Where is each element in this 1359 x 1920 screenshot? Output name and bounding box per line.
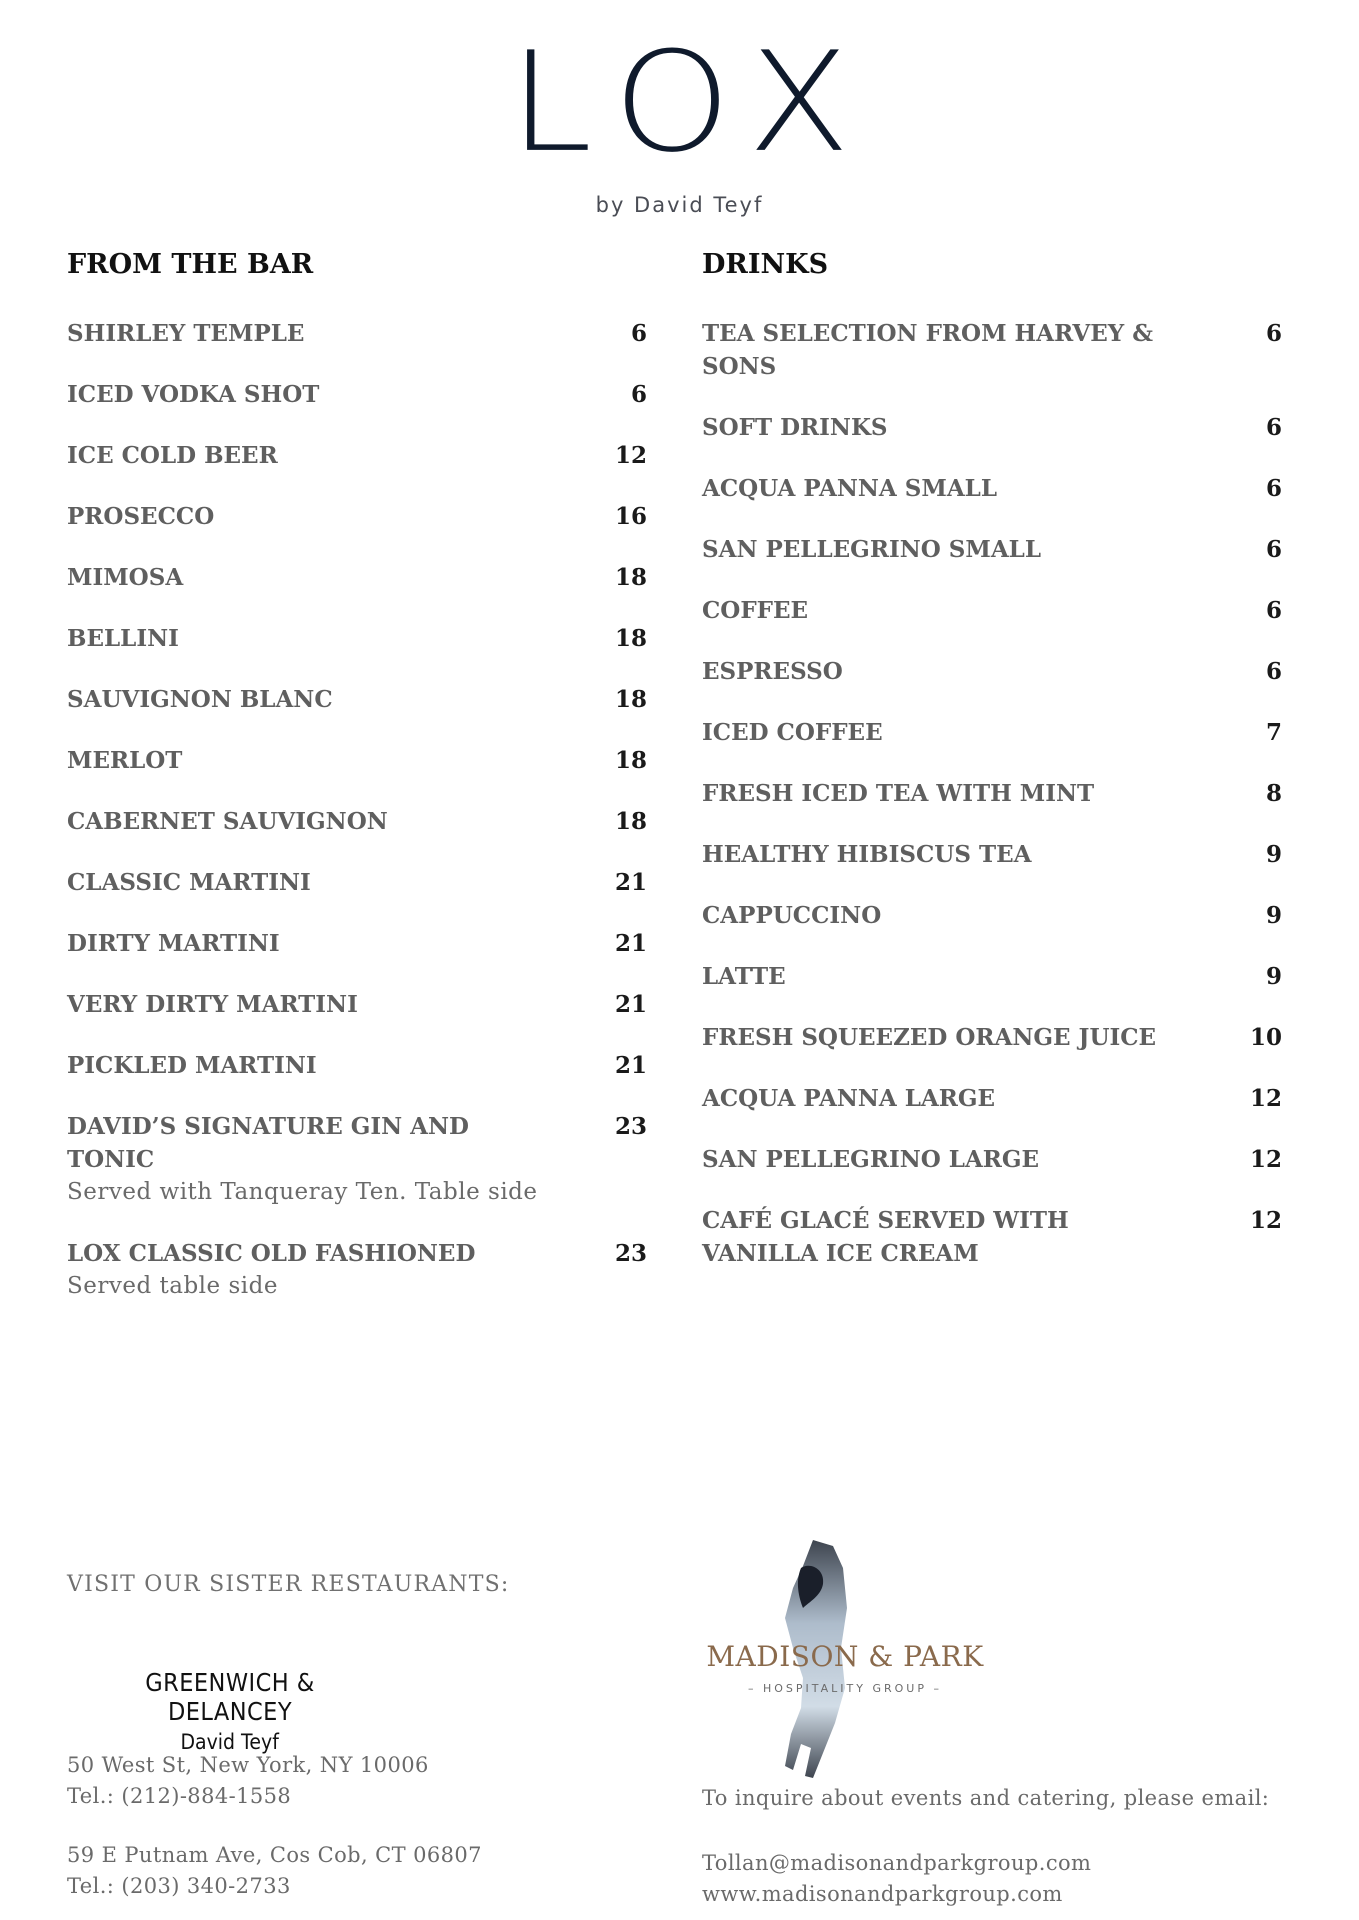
menu-item-price: 18: [614, 564, 647, 591]
menu-item: [67, 1237, 647, 1303]
logo-tagline: by David Teyf: [595, 193, 764, 217]
menu-item-name-block: [702, 533, 1041, 566]
drinks-heading: DRINKS: [702, 249, 829, 280]
menu-item: [702, 899, 1282, 932]
email-link[interactable]: Tollan@madisonandparkgroup.com: [702, 1851, 1092, 1875]
menu-item-name: CAFÉ GLACÉ SERVED WITH VANILLA ICE CREAM: [702, 1207, 1069, 1267]
menu-item-name-block: [67, 378, 319, 411]
menu-item-name: HEALTHY HIBISCUS TEA: [702, 841, 1032, 868]
menu-item-name-block: [702, 655, 843, 688]
menu-item-name-block: [702, 411, 888, 444]
menu-item-name: DAVID’S SIGNATURE GIN AND TONIC: [67, 1113, 469, 1173]
menu-item-price: 21: [614, 1052, 647, 1079]
menu-item: [67, 622, 647, 655]
menu-item-name-block: [702, 1204, 1102, 1270]
menu-item: [67, 866, 647, 899]
menu-item: [702, 1204, 1282, 1270]
menu-item-price: 21: [614, 930, 647, 957]
menu-item: [702, 1082, 1282, 1115]
menu-item-name: CAPPUCCINO: [702, 902, 882, 929]
bar-menu-section: [67, 245, 647, 1331]
menu-item: [67, 439, 647, 472]
menu-item-name-block: [702, 777, 1094, 810]
menu-item-name: MIMOSA: [67, 564, 184, 591]
menu-item: [702, 1143, 1282, 1176]
menu-item-name: ICED COFFEE: [702, 719, 883, 746]
menu-item-name-block: [67, 805, 388, 838]
menu-item: [702, 472, 1282, 505]
menu-item-name: ACQUA PANNA LARGE: [702, 1085, 996, 1112]
menu-item-note: Served with Tanqueray Ten. Table side: [67, 1179, 538, 1205]
menu-item-price: 9: [1265, 841, 1282, 868]
menu-item-price: 6: [1265, 320, 1282, 347]
address-line: 59 E Putnam Ave, Cos Cob, CT 06807: [67, 1843, 482, 1867]
menu-item-price: 12: [614, 442, 647, 469]
menu-item-name: SAN PELLEGRINO SMALL: [702, 536, 1042, 563]
menu-item-name: LATTE: [702, 963, 786, 990]
menu-item-name-block: [67, 927, 280, 960]
menu-item-price: 23: [614, 1113, 647, 1140]
menu-item-name-block: [702, 716, 883, 749]
logo-wordmark: LOX: [508, 22, 877, 184]
menu-item-price: 6: [630, 381, 647, 408]
menu-item-name-block: [702, 960, 786, 993]
madison-park-logo: [705, 1538, 1025, 1788]
menu-item-name: MERLOT: [67, 747, 183, 774]
bar-item-list: [67, 317, 647, 1303]
menu-item-name-block: [67, 622, 179, 655]
menu-item-name: ACQUA PANNA SMALL: [702, 475, 998, 502]
menu-item-price: 21: [614, 991, 647, 1018]
menu-item-price: 12: [1249, 1085, 1282, 1112]
menu-item-price: 18: [614, 808, 647, 835]
menu-item-price: 6: [1265, 414, 1282, 441]
menu-item-name-block: [67, 683, 333, 716]
menu-item: [702, 960, 1282, 993]
menu-item-price: 16: [614, 503, 647, 530]
menu-item-name-block: [67, 561, 183, 594]
address-new-york: [67, 1750, 429, 1812]
phone-line: Tel.: (212)-884-1558: [67, 1784, 292, 1808]
menu-item: [67, 683, 647, 716]
address-line: 50 West St, New York, NY 10006: [67, 1753, 429, 1777]
menu-item-name-block: [67, 1110, 557, 1209]
menu-item-price: 6: [1265, 536, 1282, 563]
menu-item-name: ESPRESSO: [702, 658, 843, 685]
menu-item-name-block: [702, 838, 1031, 871]
menu-item-name: FRESH ICED TEA WITH MINT: [702, 780, 1095, 807]
menu-item-name: COFFEE: [702, 597, 809, 624]
menu-item-price: 6: [1265, 597, 1282, 624]
menu-item: [702, 411, 1282, 444]
bar-heading: FROM THE BAR: [67, 249, 314, 280]
menu-item-price: 12: [1249, 1207, 1282, 1234]
menu-item-name: VERY DIRTY MARTINI: [67, 991, 358, 1018]
menu-item: [67, 744, 647, 777]
gd-logo-name: GREENWICH & DELANCEY: [145, 1668, 315, 1726]
menu-item: [67, 1110, 647, 1209]
mp-logo-group: – HOSPITALITY GROUP –: [748, 1682, 942, 1695]
menu-item-price: 8: [1265, 780, 1282, 807]
gd-logo-sub: David Teyf: [180, 1730, 280, 1754]
menu-item-note: Served table side: [67, 1273, 278, 1299]
menu-item-name-block: [702, 472, 997, 505]
greenwich-delancey-logo: [70, 1668, 390, 1754]
menu-item-price: 6: [1265, 475, 1282, 502]
menu-item-name-block: [67, 744, 182, 777]
menu-item-price: 23: [614, 1240, 647, 1267]
menu-item-name-block: [702, 317, 1192, 383]
website-link[interactable]: www.madisonandparkgroup.com: [702, 1882, 1063, 1906]
mp-logo-name: MADISON & PARK: [706, 1640, 984, 1673]
menu-item-name: ICE COLD BEER: [67, 442, 278, 469]
menu-item-name-block: [67, 1237, 475, 1303]
menu-item-price: 18: [614, 625, 647, 652]
menu-item-name: LOX CLASSIC OLD FASHIONED: [67, 1240, 476, 1267]
menu-item-name: PROSECCO: [67, 503, 215, 530]
menu-item-name: SOFT DRINKS: [702, 414, 888, 441]
phone-line: Tel.: (203) 340-2733: [67, 1874, 291, 1898]
drinks-menu-section: [702, 245, 1282, 1298]
menu-item-name-block: [67, 866, 311, 899]
menu-item: [67, 378, 647, 411]
menu-item: [702, 655, 1282, 688]
menu-item: [702, 317, 1282, 383]
contact-block: [702, 1848, 1091, 1910]
menu-item-name-block: [67, 988, 358, 1021]
menu-item: [702, 1021, 1282, 1054]
menu-item: [702, 716, 1282, 749]
menu-item-price: 9: [1265, 902, 1282, 929]
menu-item-price: 7: [1265, 719, 1282, 746]
menu-item-name-block: [702, 1082, 995, 1115]
menu-item-name: CLASSIC MARTINI: [67, 869, 311, 896]
address-cos-cob: [67, 1840, 482, 1902]
menu-item-price: 9: [1265, 963, 1282, 990]
menu-item: [67, 805, 647, 838]
menu-item-name-block: [67, 317, 304, 350]
menu-item: [67, 500, 647, 533]
menu-item-name-block: [67, 439, 278, 472]
menu-item: [67, 1049, 647, 1082]
menu-item-name: SAUVIGNON BLANC: [67, 686, 333, 713]
menu-item-name-block: [702, 899, 881, 932]
menu-item-price: 18: [614, 747, 647, 774]
events-inquiry-text: To inquire about events and catering, please email:: [702, 1786, 1270, 1810]
menu-item-name: FRESH SQUEEZED ORANGE JUICE: [702, 1024, 1157, 1051]
menu-item: [67, 317, 647, 350]
menu-item-price: 10: [1249, 1024, 1282, 1051]
menu-item-name: SAN PELLEGRINO LARGE: [702, 1146, 1040, 1173]
menu-item-name-block: [67, 500, 214, 533]
menu-item: [702, 594, 1282, 627]
lox-logo: [0, 22, 1359, 184]
menu-item-name: TEA SELECTION FROM HARVEY & SONS: [702, 320, 1153, 380]
menu-item-name: CABERNET SAUVIGNON: [67, 808, 388, 835]
menu-item-price: 6: [630, 320, 647, 347]
menu-item: [67, 988, 647, 1021]
menu-item-name-block: [702, 594, 808, 627]
menu-item-name: BELLINI: [67, 625, 179, 652]
sister-restaurants-heading: VISIT OUR SISTER RESTAURANTS:: [67, 1572, 510, 1597]
menu-item: [702, 533, 1282, 566]
menu-item-name: SHIRLEY TEMPLE: [67, 320, 305, 347]
menu-item-name: ICED VODKA SHOT: [67, 381, 320, 408]
drinks-item-list: [702, 317, 1282, 1270]
menu-item-name-block: [702, 1143, 1039, 1176]
menu-item: [702, 777, 1282, 810]
menu-item-name-block: [702, 1021, 1156, 1054]
menu-item-name: DIRTY MARTINI: [67, 930, 280, 957]
menu-item: [67, 927, 647, 960]
menu-item: [67, 561, 647, 594]
menu-item: [702, 838, 1282, 871]
menu-item-name: PICKLED MARTINI: [67, 1052, 317, 1079]
menu-item-name-block: [67, 1049, 317, 1082]
menu-item-price: 21: [614, 869, 647, 896]
menu-item-price: 12: [1249, 1146, 1282, 1173]
menu-item-price: 6: [1265, 658, 1282, 685]
menu-item-price: 18: [614, 686, 647, 713]
